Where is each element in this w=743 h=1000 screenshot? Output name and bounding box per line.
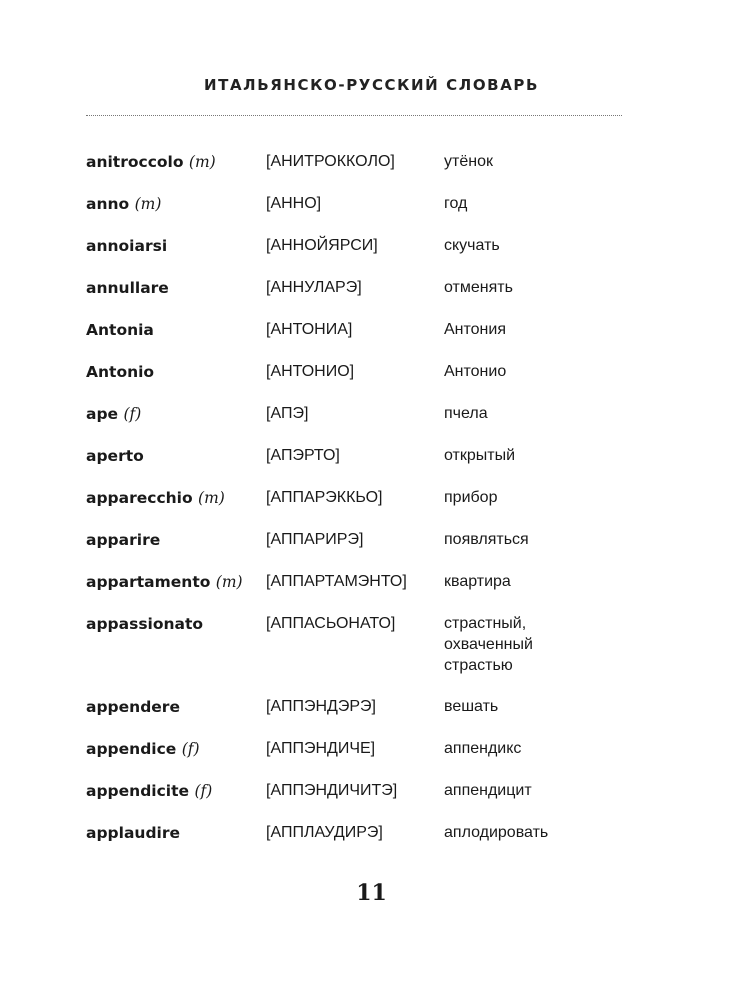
entry-gender: (m) [215, 573, 243, 591]
entry-translation [444, 403, 646, 424]
entry-translation-line: аппендицит [444, 782, 532, 799]
header-dotted-rule [86, 115, 622, 116]
page-number: 11 [356, 880, 387, 906]
entry-translation-line: страстный, [444, 615, 527, 632]
entry-translation [444, 696, 646, 717]
dictionary-entry [86, 151, 646, 173]
entry-word: Antonio [86, 363, 155, 381]
entry-translation-line: год [444, 195, 468, 212]
entry-gender: (f) [181, 740, 200, 758]
entry-word: appendicite [86, 782, 190, 800]
dictionary-entry [86, 235, 646, 257]
entry-word: ape [86, 405, 119, 423]
entry-pronunciation: [АНИТРОККОЛО] [266, 153, 395, 170]
entry-word-cell [86, 361, 266, 383]
dictionary-entry [86, 696, 646, 718]
entry-translation-line: утёнок [444, 153, 493, 170]
entry-pronunciation: [АНТОНИА] [266, 321, 353, 338]
entry-translation-line: аплодировать [444, 824, 549, 841]
entry-pronunciation: [АППАРТАМЭНТО] [266, 573, 407, 590]
dictionary-entry [86, 487, 646, 509]
dictionary-entry [86, 403, 646, 425]
entry-translation [444, 571, 646, 592]
dictionary-entry [86, 613, 646, 676]
entry-pronunciation: [АПЭ] [266, 405, 309, 422]
entry-gender: (m) [188, 153, 216, 171]
entry-word-cell [86, 403, 266, 425]
entry-translation [444, 780, 646, 801]
entry-translation [444, 277, 646, 298]
dictionary-entry [86, 361, 646, 383]
dictionary-entry [86, 193, 646, 215]
entry-word-cell [86, 151, 266, 173]
entry-translation-line: вешать [444, 698, 499, 715]
dictionary-entry [86, 319, 646, 341]
entry-translation [444, 151, 646, 172]
entry-word: anno [86, 195, 130, 213]
entry-translation [444, 822, 646, 843]
entry-word-cell [86, 235, 266, 257]
entry-translation-line: скучать [444, 237, 500, 254]
entry-translation-line: появляться [444, 531, 529, 548]
entry-word-cell [86, 277, 266, 299]
page-header-title: ИТАЛЬЯНСКО-РУССКИЙ СЛОВАРЬ [203, 76, 540, 94]
entry-word: aperto [86, 447, 144, 465]
entry-word: appendice [86, 740, 177, 758]
entry-word-cell [86, 529, 266, 551]
entry-gender: (f) [194, 782, 213, 800]
entry-translation [444, 361, 646, 382]
entry-translation-line: Антония [444, 321, 506, 338]
entry-translation [444, 613, 646, 676]
entry-translation-line: открытый [444, 447, 516, 464]
entry-translation-line: прибор [444, 489, 498, 506]
entry-pronunciation: [АППАСЬОНАТО] [266, 615, 396, 632]
entry-word-cell [86, 319, 266, 341]
entry-pronunciation: [АППЛАУДИРЭ] [266, 824, 383, 841]
entry-word-cell [86, 822, 266, 844]
entry-translation-line: отменять [444, 279, 513, 296]
entry-translation-line: аппендикс [444, 740, 522, 757]
entry-word-cell [86, 487, 266, 509]
entry-word: appartamento [86, 573, 211, 591]
entry-translation [444, 235, 646, 256]
entry-translation-line: пчела [444, 405, 488, 422]
entry-pronunciation: [АППЭНДИЧИТЭ] [266, 782, 398, 799]
entry-gender: (m) [134, 195, 162, 213]
entry-word-cell [86, 193, 266, 215]
entry-word-cell [86, 696, 266, 718]
entry-word: apparecchio [86, 489, 193, 507]
entry-translation [444, 529, 646, 550]
entry-translation [444, 319, 646, 340]
dictionary-entry [86, 780, 646, 802]
entry-pronunciation: [АППЭНДИЧЕ] [266, 740, 376, 757]
entry-translation [444, 193, 646, 214]
entry-pronunciation: [АППАРЭККЬО] [266, 489, 383, 506]
entry-translation-line: Антонио [444, 363, 507, 380]
entry-word: appassionato [86, 615, 204, 633]
entry-translation-line: охваченный [444, 636, 533, 653]
entry-word: anitroccolo [86, 153, 184, 171]
entry-translation-line: квартира [444, 573, 511, 590]
entry-translation [444, 445, 646, 466]
dictionary-entry [86, 529, 646, 551]
entry-word: appendere [86, 698, 180, 716]
entry-pronunciation: [АННО] [266, 195, 322, 212]
entry-translation-line: страстью [444, 657, 513, 674]
entry-pronunciation: [АППАРИРЭ] [266, 531, 364, 548]
dictionary-entry [86, 822, 646, 844]
entry-word-cell [86, 613, 266, 635]
entry-translation [444, 487, 646, 508]
entry-word: annoiarsi [86, 237, 168, 255]
entry-word-cell [86, 571, 266, 593]
entry-word-cell [86, 780, 266, 802]
entry-word: apparire [86, 531, 161, 549]
dictionary-entries [86, 151, 646, 864]
entry-pronunciation: [АНТОНИО] [266, 363, 355, 380]
dictionary-entry [86, 738, 646, 760]
entry-translation [444, 738, 646, 759]
entry-word-cell [86, 445, 266, 467]
entry-pronunciation: [АППЭНДЭРЭ] [266, 698, 376, 715]
entry-gender: (m) [198, 489, 225, 507]
entry-pronunciation: [АННОЙЯРСИ] [266, 237, 378, 254]
entry-pronunciation: [АННУЛАРЭ] [266, 279, 362, 296]
entry-word: Antonia [86, 321, 154, 339]
dictionary-entry [86, 571, 646, 593]
dictionary-entry [86, 277, 646, 299]
entry-word: applaudire [86, 824, 181, 842]
entry-gender: (f) [123, 405, 142, 423]
dictionary-entry [86, 445, 646, 467]
entry-word-cell [86, 738, 266, 760]
entry-word: annullare [86, 279, 169, 297]
entry-pronunciation: [АПЭРТО] [266, 447, 340, 464]
